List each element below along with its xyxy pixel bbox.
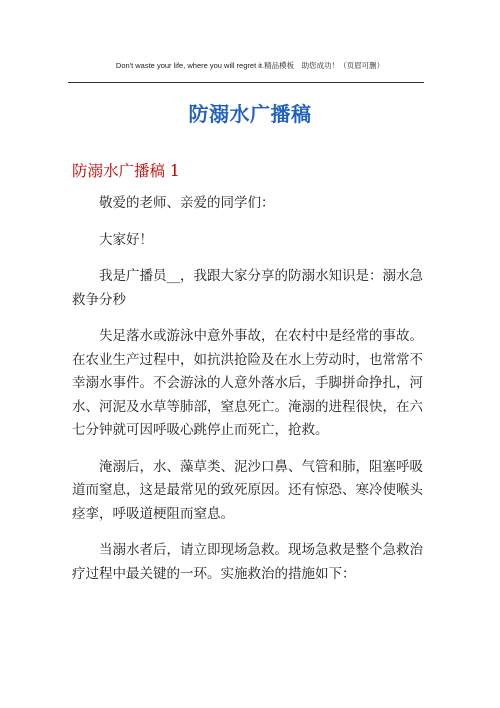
header-divider (68, 82, 424, 83)
paragraph-hello: 大家好！ (99, 231, 153, 248)
paragraph-causes: 淹溺后，水、藻草类、泥沙口鼻、气管和肺，阻塞呼吸道而窒息，这是最常见的致死原因。还有惊恐、寒冷使喉头痉挛，呼吸道梗阻而窒息。 (72, 458, 423, 522)
document-body (72, 192, 424, 599)
paragraph-accidents: 失足落水或游泳中意外事故，在农村中是经常的事故。在农业生产过程中，如抗洪抢险及在水上劳动时，也常常不幸溺水事件。不会游泳的人意外落水后，手脚拼命挣扎，河水、河泥及水草等肺部，窒息死亡。淹溺的进程很快，在六七分钟就可因呼吸心跳停止而死亡，抢救。 (72, 328, 423, 438)
paragraph-greeting: 敬爱的老师、亲爱的同学们： (99, 195, 275, 211)
document-title: 防溺水广播稿 (188, 102, 312, 126)
paragraph-first-aid: 当溺水者后，请立即现场急救。现场急救是整个急救治疗过程中最关键的一环。实施救治的措施如下： (72, 542, 423, 582)
paragraph-intro: 我是广播员__，我跟大家分享的防溺水知识是：溺水急救争分秒 (72, 268, 423, 308)
section-title: 防溺水广播稿 1 (72, 162, 180, 180)
page-header: Don't waste your life, where you will regret it.精品模板 助您成功！（页眉可删） (115, 61, 385, 70)
